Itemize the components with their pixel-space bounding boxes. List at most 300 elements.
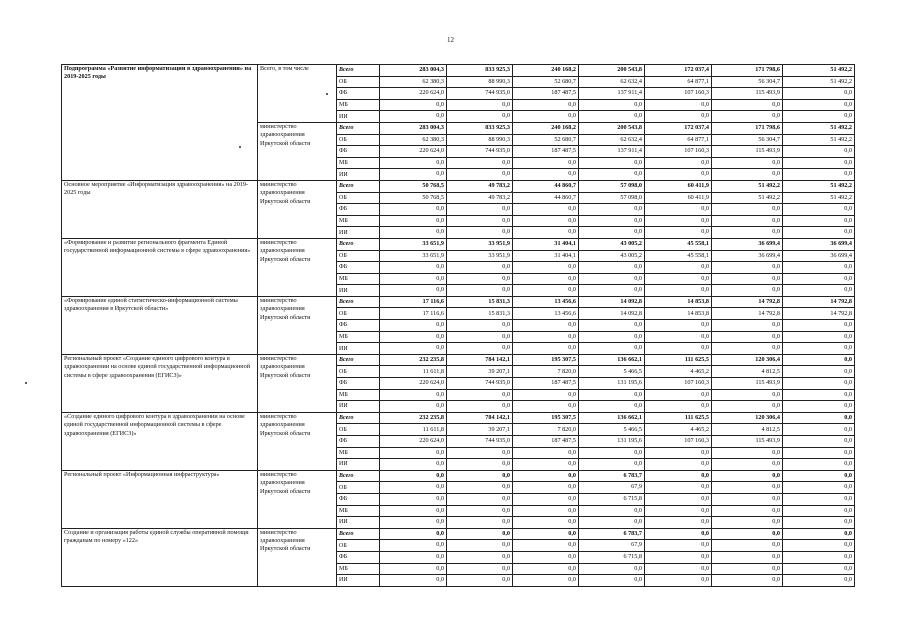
amount-cell: 49 783,2 xyxy=(447,192,513,204)
amount-cell: 0,0 xyxy=(513,447,579,459)
amount-cell: 0,0 xyxy=(447,493,513,505)
amount-cell: 0,0 xyxy=(513,551,579,563)
funding-source-cell: МБ xyxy=(337,389,380,401)
amount-cell: 33 651,9 xyxy=(380,250,447,262)
amount-cell: 0,0 xyxy=(380,517,447,529)
amount-cell: 137 911,4 xyxy=(579,146,645,158)
amount-cell: 195 307,5 xyxy=(513,354,579,366)
amount-cell: 0,0 xyxy=(783,575,855,587)
funding-source-cell: ИИ xyxy=(337,343,380,355)
amount-cell: 0,0 xyxy=(712,517,783,529)
amount-cell: 0,0 xyxy=(513,99,579,111)
amount-cell: 0,0 xyxy=(783,412,855,424)
amount-cell: 7 820,0 xyxy=(513,424,579,436)
funding-source-cell: ОБ xyxy=(337,366,380,378)
amount-cell: 44 860,7 xyxy=(513,192,579,204)
amount-cell: 0,0 xyxy=(712,470,783,482)
amount-cell: 220 624,0 xyxy=(380,88,447,100)
amount-cell: 220 624,0 xyxy=(380,378,447,390)
funding-source-cell: ИИ xyxy=(337,111,380,123)
amount-cell: 36 699,4 xyxy=(712,250,783,262)
amount-cell: 136 662,1 xyxy=(579,412,645,424)
amount-cell: 200 543,8 xyxy=(579,65,645,77)
funding-source-cell: ФБ xyxy=(337,551,380,563)
amount-cell: 0,0 xyxy=(513,273,579,285)
amount-cell: 0,0 xyxy=(380,157,447,169)
amount-cell: 51 492,2 xyxy=(712,180,783,192)
amount-cell: 115 493,9 xyxy=(712,146,783,158)
funding-source-cell: Всего xyxy=(337,470,380,482)
amount-cell: 187 487,5 xyxy=(513,378,579,390)
funding-source-cell: МБ xyxy=(337,447,380,459)
funding-source-cell: ФБ xyxy=(337,146,380,158)
amount-cell: 0,0 xyxy=(513,111,579,123)
amount-cell: 0,0 xyxy=(712,262,783,274)
amount-cell: 39 207,1 xyxy=(447,366,513,378)
amount-cell: 17 116,6 xyxy=(380,296,447,308)
amount-cell: 0,0 xyxy=(712,551,783,563)
amount-cell: 0,0 xyxy=(783,157,855,169)
funding-source-cell: ИИ xyxy=(337,517,380,529)
amount-cell: 744 935,0 xyxy=(447,146,513,158)
funding-source-cell: ФБ xyxy=(337,378,380,390)
amount-cell: 0,0 xyxy=(712,99,783,111)
executor-cell: министерство здравоохранения Иркутской области xyxy=(258,180,337,238)
amount-cell: 0,0 xyxy=(380,204,447,216)
amount-cell: 6 783,7 xyxy=(579,470,645,482)
amount-cell: 0,0 xyxy=(513,227,579,239)
amount-cell: 0,0 xyxy=(783,146,855,158)
amount-cell: 0,0 xyxy=(645,273,712,285)
amount-cell: 115 493,9 xyxy=(712,436,783,448)
amount-cell: 0,0 xyxy=(380,331,447,343)
funding-source-cell: МБ xyxy=(337,505,380,517)
funding-source-cell: ИИ xyxy=(337,285,380,297)
funding-source-cell: ОБ xyxy=(337,540,380,552)
amount-cell: 0,0 xyxy=(513,331,579,343)
amount-cell: 0,0 xyxy=(783,482,855,494)
amount-cell: 240 168,2 xyxy=(513,65,579,77)
amount-cell: 4 812,5 xyxy=(712,424,783,436)
amount-cell: 0,0 xyxy=(380,262,447,274)
amount-cell: 0,0 xyxy=(712,343,783,355)
amount-cell: 57 098,0 xyxy=(579,180,645,192)
amount-cell: 0,0 xyxy=(447,262,513,274)
amount-cell: 0,0 xyxy=(783,285,855,297)
amount-cell: 0,0 xyxy=(783,99,855,111)
amount-cell: 0,0 xyxy=(513,459,579,471)
amount-cell: 0,0 xyxy=(712,157,783,169)
amount-cell: 120 306,4 xyxy=(712,412,783,424)
amount-cell: 11 611,8 xyxy=(380,424,447,436)
funding-source-cell: Всего xyxy=(337,180,380,192)
funding-source-cell: ИИ xyxy=(337,575,380,587)
amount-cell: 0,0 xyxy=(513,563,579,575)
funding-source-cell: Всего xyxy=(337,354,380,366)
amount-cell: 0,0 xyxy=(579,343,645,355)
measure-name-cell: Подпрограмма «Развитие информатизации в здравоохранении» на 2019-2025 годы xyxy=(62,65,258,181)
amount-cell: 0,0 xyxy=(645,505,712,517)
amount-cell: 0,0 xyxy=(579,505,645,517)
amount-cell: 0,0 xyxy=(645,447,712,459)
funding-source-cell: ОБ xyxy=(337,250,380,262)
measure-name-cell: Региональный проект «Создание единого цифрового контура в здравоохранении на основе единой государственной информационной системы в сфере здравоохранения (ЕГИСЗ)» xyxy=(62,354,258,412)
amount-cell: 51 492,2 xyxy=(783,192,855,204)
amount-cell: 0,0 xyxy=(645,343,712,355)
amount-cell: 0,0 xyxy=(783,563,855,575)
amount-cell: 14 792,8 xyxy=(712,308,783,320)
amount-cell: 0,0 xyxy=(447,459,513,471)
amount-cell: 0,0 xyxy=(712,482,783,494)
amount-cell: 56 304,7 xyxy=(712,76,783,88)
amount-cell: 232 235,8 xyxy=(380,412,447,424)
amount-cell: 62 380,3 xyxy=(380,134,447,146)
amount-cell: 0,0 xyxy=(645,563,712,575)
amount-cell: 0,0 xyxy=(447,447,513,459)
amount-cell: 0,0 xyxy=(513,215,579,227)
amount-cell: 0,0 xyxy=(712,459,783,471)
amount-cell: 0,0 xyxy=(513,343,579,355)
amount-cell: 67,9 xyxy=(579,540,645,552)
amount-cell: 43 005,2 xyxy=(579,238,645,250)
amount-cell: 52 680,7 xyxy=(513,134,579,146)
amount-cell: 0,0 xyxy=(645,540,712,552)
amount-cell: 0,0 xyxy=(447,320,513,332)
amount-cell: 0,0 xyxy=(513,204,579,216)
amount-cell: 172 037,4 xyxy=(645,65,712,77)
funding-source-cell: МБ xyxy=(337,157,380,169)
amount-cell: 0,0 xyxy=(645,401,712,413)
amount-cell: 4 465,2 xyxy=(645,424,712,436)
amount-cell: 64 877,1 xyxy=(645,134,712,146)
amount-cell: 33 951,9 xyxy=(447,238,513,250)
amount-cell: 0,0 xyxy=(380,273,447,285)
executor-cell: министерство здравоохранения Иркутской области xyxy=(258,238,337,296)
amount-cell: 0,0 xyxy=(712,575,783,587)
amount-cell: 0,0 xyxy=(579,169,645,181)
amount-cell: 107 160,3 xyxy=(645,436,712,448)
amount-cell: 0,0 xyxy=(579,447,645,459)
amount-cell: 0,0 xyxy=(447,99,513,111)
funding-source-cell: Всего xyxy=(337,65,380,77)
amount-cell: 0,0 xyxy=(513,575,579,587)
amount-cell: 33 651,9 xyxy=(380,238,447,250)
amount-cell: 0,0 xyxy=(380,563,447,575)
amount-cell: 0,0 xyxy=(513,389,579,401)
amount-cell: 0,0 xyxy=(783,378,855,390)
amount-cell: 0,0 xyxy=(513,169,579,181)
amount-cell: 187 487,5 xyxy=(513,88,579,100)
amount-cell: 0,0 xyxy=(579,320,645,332)
amount-cell: 232 235,8 xyxy=(380,354,447,366)
amount-cell: 0,0 xyxy=(783,424,855,436)
amount-cell: 0,0 xyxy=(447,273,513,285)
amount-cell: 0,0 xyxy=(645,517,712,529)
amount-cell: 0,0 xyxy=(380,493,447,505)
amount-cell: 43 005,2 xyxy=(579,250,645,262)
amount-cell: 6 783,7 xyxy=(579,528,645,540)
amount-cell: 111 625,5 xyxy=(645,412,712,424)
amount-cell: 4 465,2 xyxy=(645,366,712,378)
amount-cell: 0,0 xyxy=(712,320,783,332)
amount-cell: 0,0 xyxy=(783,88,855,100)
amount-cell: 784 142,1 xyxy=(447,412,513,424)
amount-cell: 14 092,8 xyxy=(579,296,645,308)
amount-cell: 107 160,3 xyxy=(645,88,712,100)
amount-cell: 51 492,2 xyxy=(783,180,855,192)
amount-cell: 0,0 xyxy=(645,227,712,239)
amount-cell: 0,0 xyxy=(513,470,579,482)
amount-cell: 60 411,9 xyxy=(645,192,712,204)
amount-cell: 107 160,3 xyxy=(645,378,712,390)
scan-speck xyxy=(326,93,328,95)
amount-cell: 14 792,8 xyxy=(783,296,855,308)
funding-source-cell: МБ xyxy=(337,563,380,575)
amount-cell: 0,0 xyxy=(579,285,645,297)
amount-cell: 0,0 xyxy=(380,111,447,123)
amount-cell: 833 925,3 xyxy=(447,65,513,77)
amount-cell: 0,0 xyxy=(783,505,855,517)
amount-cell: 0,0 xyxy=(645,551,712,563)
amount-cell: 0,0 xyxy=(579,262,645,274)
funding-source-cell: ФБ xyxy=(337,320,380,332)
amount-cell: 0,0 xyxy=(712,169,783,181)
amount-cell: 0,0 xyxy=(380,169,447,181)
amount-cell: 0,0 xyxy=(380,482,447,494)
amount-cell: 56 304,7 xyxy=(712,134,783,146)
amount-cell: 200 543,8 xyxy=(579,122,645,134)
amount-cell: 0,0 xyxy=(447,111,513,123)
amount-cell: 0,0 xyxy=(447,482,513,494)
funding-source-cell: ФБ xyxy=(337,88,380,100)
amount-cell: 11 611,8 xyxy=(380,366,447,378)
funding-source-cell: ИИ xyxy=(337,459,380,471)
amount-cell: 51 492,2 xyxy=(783,65,855,77)
amount-cell: 171 798,6 xyxy=(712,65,783,77)
amount-cell: 0,0 xyxy=(712,540,783,552)
amount-cell: 0,0 xyxy=(712,528,783,540)
amount-cell: 0,0 xyxy=(783,354,855,366)
amount-cell: 0,0 xyxy=(783,227,855,239)
amount-cell: 0,0 xyxy=(783,111,855,123)
amount-cell: 283 004,3 xyxy=(380,122,447,134)
amount-cell: 172 037,4 xyxy=(645,122,712,134)
amount-cell: 5 466,5 xyxy=(579,424,645,436)
amount-cell: 0,0 xyxy=(380,389,447,401)
funding-source-cell: ФБ xyxy=(337,493,380,505)
amount-cell: 0,0 xyxy=(712,227,783,239)
amount-cell: 0,0 xyxy=(712,204,783,216)
amount-cell: 0,0 xyxy=(645,493,712,505)
amount-cell: 0,0 xyxy=(447,528,513,540)
amount-cell: 0,0 xyxy=(380,470,447,482)
amount-cell: 0,0 xyxy=(380,447,447,459)
amount-cell: 4 812,5 xyxy=(712,366,783,378)
amount-cell: 0,0 xyxy=(513,285,579,297)
amount-cell: 0,0 xyxy=(513,262,579,274)
funding-source-cell: ОБ xyxy=(337,192,380,204)
amount-cell: 0,0 xyxy=(783,366,855,378)
amount-cell: 0,0 xyxy=(712,505,783,517)
page-number: 12 xyxy=(447,36,454,44)
amount-cell: 62 380,3 xyxy=(380,76,447,88)
amount-cell: 0,0 xyxy=(513,540,579,552)
amount-cell: 62 632,4 xyxy=(579,134,645,146)
amount-cell: 0,0 xyxy=(645,575,712,587)
amount-cell: 88 990,3 xyxy=(447,134,513,146)
amount-cell: 0,0 xyxy=(783,343,855,355)
amount-cell: 0,0 xyxy=(380,540,447,552)
amount-cell: 60 411,9 xyxy=(645,180,712,192)
amount-cell: 0,0 xyxy=(783,551,855,563)
amount-cell: 67,9 xyxy=(579,482,645,494)
amount-cell: 0,0 xyxy=(645,215,712,227)
amount-cell: 0,0 xyxy=(783,273,855,285)
amount-cell: 0,0 xyxy=(645,482,712,494)
scan-speck xyxy=(25,382,27,384)
amount-cell: 0,0 xyxy=(712,285,783,297)
amount-cell: 0,0 xyxy=(645,320,712,332)
amount-cell: 0,0 xyxy=(513,493,579,505)
amount-cell: 0,0 xyxy=(783,459,855,471)
table-row xyxy=(62,528,855,540)
amount-cell: 115 493,9 xyxy=(712,88,783,100)
amount-cell: 0,0 xyxy=(783,528,855,540)
amount-cell: 0,0 xyxy=(447,401,513,413)
amount-cell: 0,0 xyxy=(447,470,513,482)
amount-cell: 31 404,1 xyxy=(513,250,579,262)
funding-source-cell: ОБ xyxy=(337,482,380,494)
amount-cell: 0,0 xyxy=(712,563,783,575)
amount-cell: 15 831,3 xyxy=(447,308,513,320)
amount-cell: 0,0 xyxy=(783,436,855,448)
amount-cell: 120 306,4 xyxy=(712,354,783,366)
amount-cell: 13 456,6 xyxy=(513,308,579,320)
funding-source-cell: ОБ xyxy=(337,76,380,88)
amount-cell: 0,0 xyxy=(447,169,513,181)
amount-cell: 0,0 xyxy=(783,331,855,343)
amount-cell: 833 925,3 xyxy=(447,122,513,134)
amount-cell: 0,0 xyxy=(783,204,855,216)
funding-source-cell: МБ xyxy=(337,215,380,227)
amount-cell: 0,0 xyxy=(380,459,447,471)
amount-cell: 0,0 xyxy=(513,320,579,332)
funding-source-cell: ОБ xyxy=(337,134,380,146)
amount-cell: 0,0 xyxy=(783,389,855,401)
amount-cell: 744 935,0 xyxy=(447,88,513,100)
amount-cell: 39 207,1 xyxy=(447,424,513,436)
amount-cell: 187 487,5 xyxy=(513,146,579,158)
amount-cell: 51 492,2 xyxy=(783,134,855,146)
amount-cell: 744 935,0 xyxy=(447,436,513,448)
measure-name-cell: Региональный проект «Информационная инфраструктура» xyxy=(62,470,258,528)
funding-source-cell: Всего xyxy=(337,122,380,134)
amount-cell: 0,0 xyxy=(645,99,712,111)
table-row xyxy=(62,238,855,250)
amount-cell: 14 853,8 xyxy=(645,308,712,320)
executor-cell: министерство здравоохранения Иркутской области xyxy=(258,412,337,470)
amount-cell: 51 492,2 xyxy=(712,192,783,204)
amount-cell: 0,0 xyxy=(513,157,579,169)
amount-cell: 0,0 xyxy=(712,447,783,459)
amount-cell: 14 092,8 xyxy=(579,308,645,320)
amount-cell: 0,0 xyxy=(645,285,712,297)
amount-cell: 131 195,6 xyxy=(579,436,645,448)
funding-source-cell: ИИ xyxy=(337,401,380,413)
executor-cell: министерство здравоохранения Иркутской области xyxy=(258,296,337,354)
amount-cell: 0,0 xyxy=(645,262,712,274)
amount-cell: 187 487,5 xyxy=(513,436,579,448)
table-row xyxy=(62,180,855,192)
amount-cell: 0,0 xyxy=(579,227,645,239)
funding-source-cell: МБ xyxy=(337,99,380,111)
amount-cell: 0,0 xyxy=(447,285,513,297)
table-row xyxy=(62,412,855,424)
amount-cell: 0,0 xyxy=(645,331,712,343)
amount-cell: 33 951,9 xyxy=(447,250,513,262)
amount-cell: 0,0 xyxy=(513,505,579,517)
amount-cell: 0,0 xyxy=(447,204,513,216)
funding-source-cell: ОБ xyxy=(337,308,380,320)
amount-cell: 107 160,3 xyxy=(645,146,712,158)
amount-cell: 0,0 xyxy=(645,389,712,401)
amount-cell: 0,0 xyxy=(579,111,645,123)
amount-cell: 0,0 xyxy=(783,401,855,413)
amount-cell: 0,0 xyxy=(783,470,855,482)
amount-cell: 0,0 xyxy=(447,157,513,169)
amount-cell: 0,0 xyxy=(645,204,712,216)
amount-cell: 0,0 xyxy=(783,320,855,332)
budget-table xyxy=(61,64,855,587)
amount-cell: 51 492,2 xyxy=(783,76,855,88)
amount-cell: 0,0 xyxy=(579,273,645,285)
table-row xyxy=(62,296,855,308)
amount-cell: 0,0 xyxy=(579,331,645,343)
amount-cell: 36 699,4 xyxy=(712,238,783,250)
amount-cell: 0,0 xyxy=(712,331,783,343)
amount-cell: 0,0 xyxy=(380,551,447,563)
amount-cell: 0,0 xyxy=(447,505,513,517)
measure-name-cell: Основное мероприятие «Информатизация здравоохранения» на 2019-2025 годы xyxy=(62,180,258,238)
amount-cell: 0,0 xyxy=(447,563,513,575)
executor-cell: министерство здравоохранения Иркутской области xyxy=(258,470,337,528)
amount-cell: 0,0 xyxy=(447,575,513,587)
table-row xyxy=(62,65,855,77)
amount-cell: 0,0 xyxy=(380,575,447,587)
funding-source-cell: Всего xyxy=(337,528,380,540)
funding-source-cell: ОБ xyxy=(337,424,380,436)
amount-cell: 0,0 xyxy=(579,389,645,401)
funding-source-cell: ФБ xyxy=(337,262,380,274)
amount-cell: 52 680,7 xyxy=(513,76,579,88)
funding-source-cell: ИИ xyxy=(337,227,380,239)
amount-cell: 0,0 xyxy=(712,389,783,401)
amount-cell: 50 768,5 xyxy=(380,192,447,204)
amount-cell: 15 831,3 xyxy=(447,296,513,308)
amount-cell: 0,0 xyxy=(579,215,645,227)
amount-cell: 0,0 xyxy=(579,157,645,169)
amount-cell: 0,0 xyxy=(579,575,645,587)
amount-cell: 0,0 xyxy=(513,528,579,540)
amount-cell: 136 662,1 xyxy=(579,354,645,366)
amount-cell: 0,0 xyxy=(712,493,783,505)
funding-source-cell: ИИ xyxy=(337,169,380,181)
amount-cell: 0,0 xyxy=(783,169,855,181)
amount-cell: 784 142,1 xyxy=(447,354,513,366)
scan-speck xyxy=(239,146,241,148)
executor-cell: министерство здравоохранения Иркутской области xyxy=(258,528,337,586)
amount-cell: 0,0 xyxy=(783,540,855,552)
